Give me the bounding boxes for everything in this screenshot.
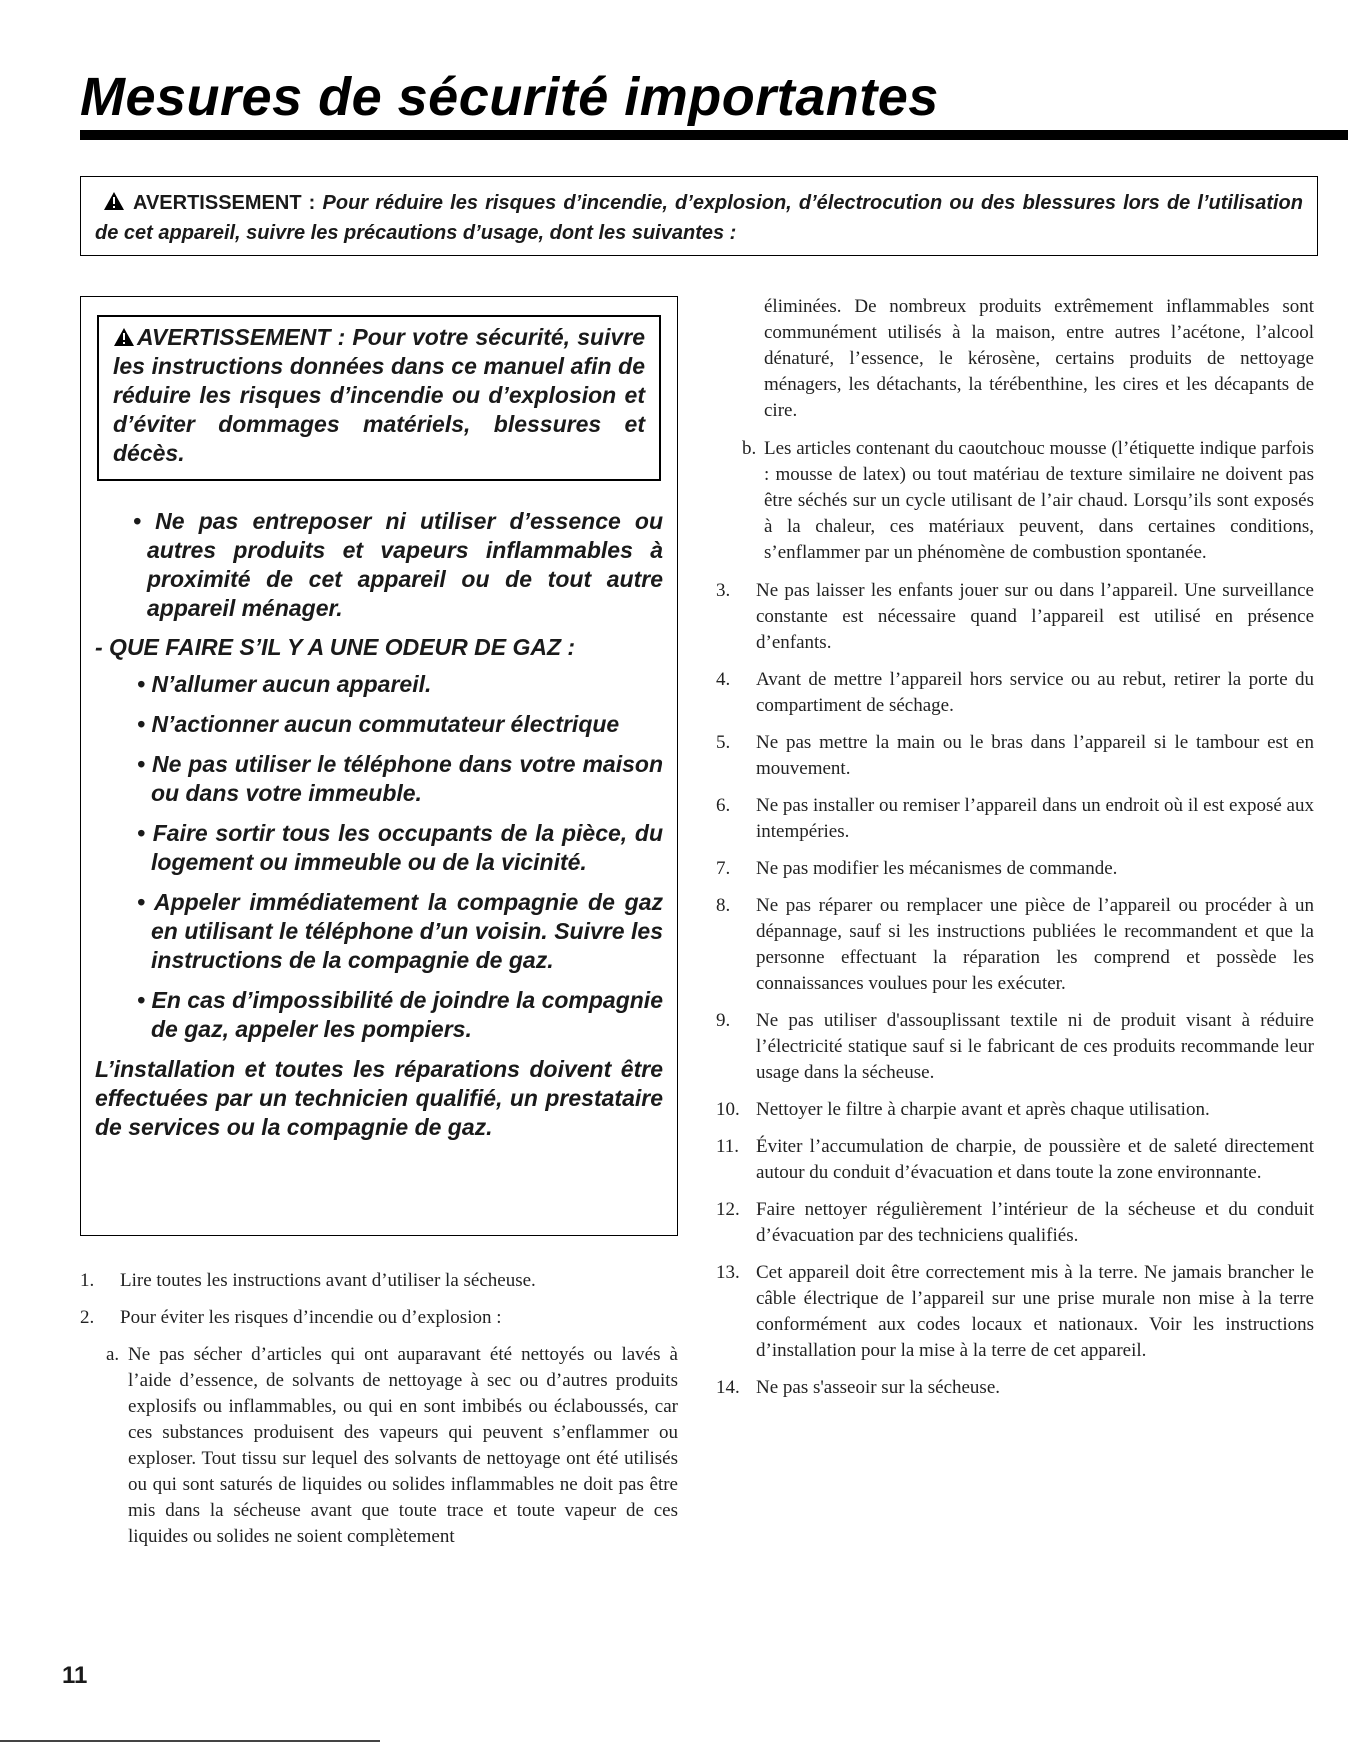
item-text: Cet appareil doit être correctement mis à la terre. Ne jamais brancher le câble électrique de l’appareil sur une prise murale non mise à la terre conformément aux codes locaux et nationaux. Voir les instructions d’installation pour la mise à la terre de cet appareil. — [756, 1262, 1314, 1361]
item-number: 12. — [716, 1199, 740, 1220]
item-text: Ne pas utiliser d'assouplissant textile ni de produit visant à réduire l’électricité statique sauf si le fabricant de ces produits recommande leur usage dans la sécheuse. — [756, 1010, 1314, 1083]
list-continuation: éliminées. De nombreux produits extrêmement inflammables sont communément utilisés à la maison, entre autres l’acétone, l’alcool dénaturé, l’essence, le kérosène, certains produits de nettoyage ménagers, les détachants, la térébenthine, les cires et les décapants de cire. — [764, 296, 1314, 421]
gas-safety-box — [80, 296, 678, 1236]
right-column — [716, 294, 1314, 1412]
left-column — [80, 1268, 678, 1562]
item-text: Ne pas installer ou remiser l’appareil dans un endroit où il est exposé aux intempéries. — [756, 795, 1314, 842]
item-number: 3. — [716, 580, 731, 601]
item-number: 2. — [80, 1307, 95, 1328]
page-title: Mesures de sécurité importantes — [80, 67, 939, 127]
item-number: 1. — [80, 1270, 95, 1291]
list-item — [716, 578, 1314, 656]
list-item — [80, 1268, 678, 1294]
gas-odor-item: • N’actionner aucun commutateur électrique — [137, 711, 620, 737]
item-text: Faire nettoyer régulièrement l’intérieur de la sécheuse et du conduit d’évacuation par des techniciens qualifiés. — [756, 1199, 1314, 1246]
page-number: 11 — [62, 1662, 88, 1689]
list-item — [716, 1134, 1314, 1186]
item-number: 6. — [716, 795, 731, 816]
list-item — [716, 856, 1314, 882]
list-item — [716, 1197, 1314, 1249]
warning-triangle-icon — [113, 327, 135, 347]
top-warning-label: AVERTISSEMENT : — [133, 192, 316, 214]
list-item — [716, 667, 1314, 719]
gas-odor-item: • Faire sortir tous les occupants de la pièce, du logement ou immeuble ou de la vicinité. — [137, 820, 663, 875]
item-number: 11. — [716, 1136, 740, 1157]
gas-installation-note: L’installation et toutes les réparations doivent être effectuées par un technicien qualifié, un prestataire de services ou la compagnie de gaz. — [95, 1056, 663, 1140]
item-text: Ne pas mettre la main ou le bras dans l’appareil si le tambour est en mouvement. — [756, 732, 1314, 779]
gas-odor-item: • En cas d’impossibilité de joindre la compagnie de gaz, appeler les pompiers. — [137, 987, 663, 1042]
item-text: Les articles contenant du caoutchouc mousse (l’étiquette indique parfois : mousse de latex) ou tout matériau de texture similaire ne doivent pas être séchés sur un cycle utilisant de l’air chaud. Lorsqu’ils sont exposés à la chaleur, ces matériaux peuvent, dans certaines conditions, s’enflammer par un phénomène de combustion spontanée. — [764, 438, 1314, 563]
gas-odor-item: • N’allumer aucun appareil. — [137, 671, 432, 697]
item-letter: b. — [742, 438, 757, 459]
item-text: Ne pas s'asseoir sur la sécheuse. — [756, 1377, 1001, 1398]
item-number: 9. — [716, 1010, 731, 1031]
footer-rule — [0, 1740, 380, 1742]
item-text: Ne pas laisser les enfants jouer sur ou dans l’appareil. Une surveillance constante est nécessaire quand l’appareil est utilisé en présence d’enfants. — [756, 580, 1314, 653]
gas-instructions — [95, 507, 663, 1142]
item-text: Lire toutes les instructions avant d’utiliser la sécheuse. — [120, 1270, 536, 1291]
list-item — [716, 1260, 1314, 1364]
item-number: 10. — [716, 1099, 740, 1120]
item-text: Ne pas modifier les mécanismes de commande. — [756, 858, 1118, 879]
list-item — [716, 1375, 1314, 1401]
gas-odor-heading: - QUE FAIRE S’IL Y A UNE ODEUR DE GAZ : — [95, 634, 576, 660]
item-letter: a. — [106, 1344, 120, 1365]
item-text: Pour éviter les risques d’incendie ou d’explosion : — [120, 1307, 502, 1328]
gas-odor-item: • Ne pas utiliser le téléphone dans votre maison ou dans votre immeuble. — [137, 751, 663, 806]
item-number: 5. — [716, 732, 731, 753]
gas-odor-item: • Appeler immédiatement la compagnie de gaz en utilisant le téléphone d’un voisin. Suivre les instructions de la compagnie de gaz. — [137, 889, 663, 973]
list-sub-item — [80, 1342, 678, 1550]
gas-storage-item: • Ne pas entreposer ni utiliser d’essence ou autres produits et vapeurs inflammables à proximité de cet appareil ou de tout autre appareil ménager. — [133, 508, 663, 621]
item-number: 14. — [716, 1377, 740, 1398]
gas-warning-box — [97, 315, 661, 481]
gas-warning-text: AVERTISSEMENT : Pour votre sécurité, suivre les instructions données dans ce manuel afin de réduire les risques d’incendie ou d’explosion et d’éviter dommages matériels, blessures et décès. — [113, 324, 645, 466]
list-sub-item — [716, 436, 1314, 566]
item-text: Éviter l’accumulation de charpie, de poussière et de saleté directement autour du conduit d’évacuation et dans toute la zone environnante. — [756, 1136, 1314, 1183]
warning-triangle-icon — [103, 191, 125, 211]
list-item — [716, 793, 1314, 845]
item-text: Nettoyer le filtre à charpie avant et après chaque utilisation. — [756, 1099, 1210, 1120]
item-number: 8. — [716, 895, 731, 916]
list-item — [716, 893, 1314, 997]
top-warning-text: Pour réduire les risques d’incendie, d’explosion, d’électrocution ou des blessures lors de l’utilisation de cet appareil, suivre les précautions d’usage, dont les suivantes : — [95, 192, 1303, 244]
item-number: 7. — [716, 858, 731, 879]
top-warning-box — [80, 176, 1318, 256]
list-item — [716, 1097, 1314, 1123]
title-rule — [80, 130, 1348, 140]
item-text: Ne pas réparer ou remplacer une pièce de l’appareil ou procéder à un dépannage, sauf si les instructions publiées le recommandent et que la personne effectuant la réparation les comprend et possède les connaissances voulues pour les exécuter. — [756, 895, 1314, 994]
item-number: 13. — [716, 1262, 740, 1283]
item-text: Ne pas sécher d’articles qui ont auparavant été nettoyés ou lavés à l’aide d’essence, de solvants de nettoyage à sec ou d’autres produits explosifs ou inflammables, ou qui en sont imbibés ou éclaboussés, car ces substances produisent des vapeurs qui peuvent s’enflammer ou exploser. Tout tissu sur lequel des solvants de nettoyage ont été utilisés ou qui sont saturés de liquides ou solides inflammables ne doit pas être mis dans la sécheuse avant que toute trace et toute vapeur de ces liquides ou solides ne soient complètement — [128, 1344, 678, 1547]
list-item — [80, 1305, 678, 1331]
list-item — [716, 730, 1314, 782]
item-text: Avant de mettre l’appareil hors service ou au rebut, retirer la porte du compartiment de séchage. — [756, 669, 1314, 716]
item-number: 4. — [716, 669, 731, 690]
list-item — [716, 1008, 1314, 1086]
